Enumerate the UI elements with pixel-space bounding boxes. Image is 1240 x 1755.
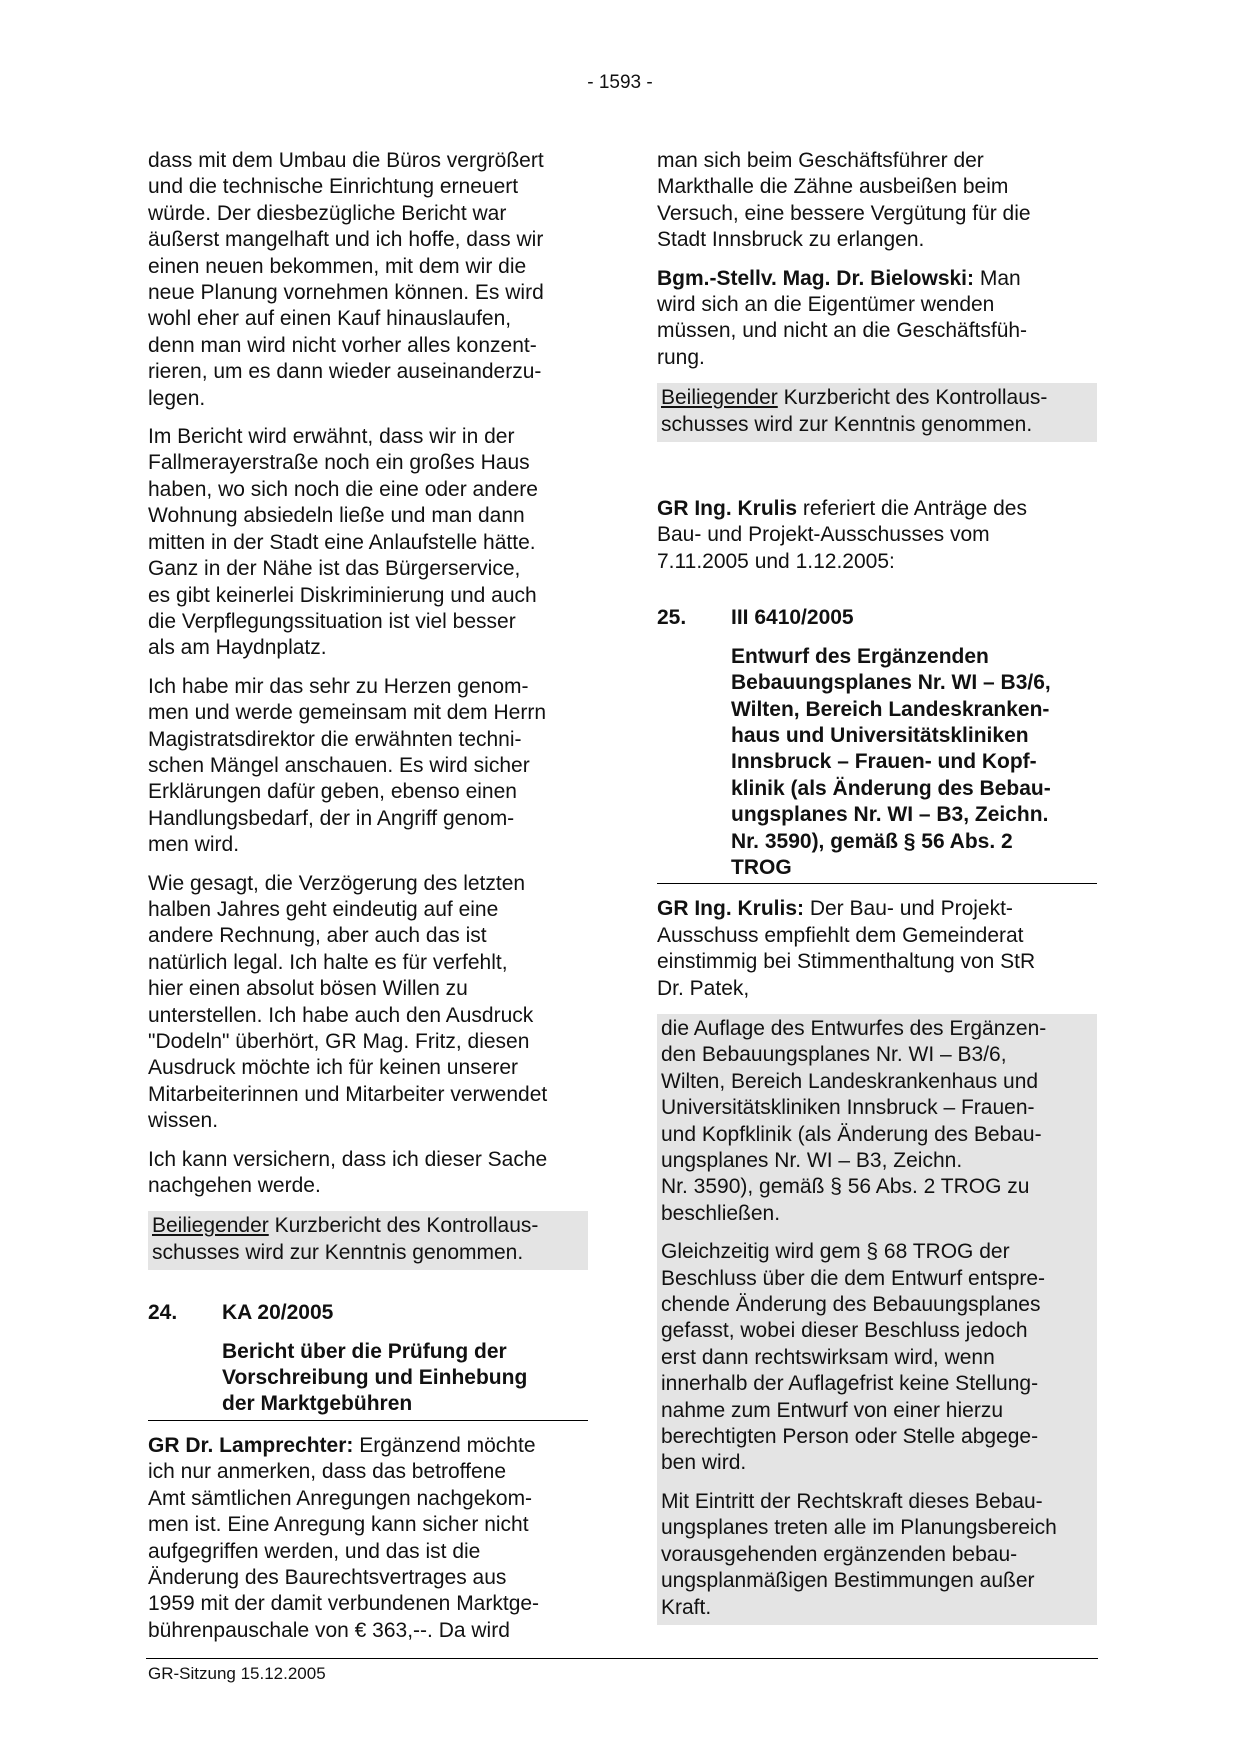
underlined-word: Beiliegender xyxy=(661,386,778,410)
paragraph: Mit Eintritt der Rechtskraft dieses Bebau- ungsplanes treten alle im Planungsbereich vorausgehenden ergänzenden bebau- ungsplanmäßigen Bestimmungen außer Kraft. xyxy=(661,1489,1057,1619)
left-column xyxy=(148,148,588,1656)
speaker-name: GR Ing. Krulis xyxy=(657,497,798,521)
paragraph: die Auflage des Entwurfes des Ergänzen- den Bebauungsplanes Nr. WI – B3/6, Wilten, Bereich Landeskrankenhaus und Universitätskliniken Innsbruck – Frauen- und Kopfklinik (als Änderung des Bebau- ungsplanes Nr. WI – B3, Zeichn. Nr. 3590), gemäß § 56 Abs. 2 TROG zu beschließen. xyxy=(661,1016,1047,1225)
item-number: 24. xyxy=(148,1301,178,1325)
resolution-box: Beiliegender Kurzbericht des Kontrollaus- schusses wird zur Kenntnis genommen. xyxy=(148,1211,588,1270)
speaker-name: Bgm.-Stellv. Mag. Dr. Bielowski: xyxy=(657,266,975,290)
paragraph: Im Bericht wird erwähnt, dass wir in der Fallmerayerstraße noch ein großes Haus haben, wo sich noch die eine oder andere Wohnung absiedeln ließe und man dann mitten in der Stadt eine Anlaufstelle hätte. Ganz in der Nähe ist das Bürgerservice, es gibt keinerlei Diskriminierung und auch die Verpflegungssituation ist viel besser als am Haydnplatz. xyxy=(148,425,538,660)
speaker-name: GR Dr. Lamprechter: xyxy=(148,1433,354,1457)
paragraph: Gleichzeitig wird gem § 68 TROG der Beschluss über die dem Entwurf entspre- chende Änderung des Bebauungsplanes gefasst, wobei dieser Beschluss jedoch erst dann rechtswirksam wird, wenn innerhalb der Auflagefrist keine Stellung- nahme zum Entwurf von einer hierzu berechtigten Person oder Stelle abgege- ben wird. xyxy=(661,1240,1046,1475)
speaker-name: GR Ing. Krulis: xyxy=(657,897,804,921)
paragraph: Wie gesagt, die Verzögerung des letzten halben Jahres geht eindeutig auf eine andere Rechnung, aber auch das ist natürlich legal. Ich halte es für verfehlt, hier einen absolut bösen Willen zu unterstellen. Ich habe auch den Ausdruck "Dodeln" überhört, GR Mag. Fritz, diesen Ausdruck möchte ich für keinen unserer Mitarbeiterinnen und Mitarbeiter verwendet wissen. xyxy=(148,871,548,1133)
paragraph: Ich habe mir das sehr zu Herzen genom- men und werde gemeinsam mit dem Herrn Magistratsdirektor die erwähnten techni- schen Mängel anschauen. Es wird sicher Erklärungen dafür geben, ebenso einen Handlungsbedarf, der in Angriff genom- men wird. xyxy=(148,674,546,857)
item-number: 25. xyxy=(657,606,687,630)
agenda-item-25 xyxy=(657,605,1097,884)
paragraph: dass mit dem Umbau die Büros vergrößert und die technische Einrichtung erneuert würde. Der diesbezügliche Bericht war äußerst mangelhaft und ich hoffe, dass wir einen neuen bekommen, mit dem wir die neue Planung vornehmen können. Es wird wohl eher auf einen Kauf hinauslaufen, denn man wird nicht vorher alles konzent- rieren, um es dann wieder auseinanderzu- legen. xyxy=(148,149,544,410)
paragraph: GR Ing. Krulis: Der Bau- und Projekt- Ausschuss empfiehlt dem Gemeinderat einstimmig bei Stimmenthaltung von StR Dr. Patek, xyxy=(657,897,1036,1000)
item-code: KA 20/2005 xyxy=(222,1301,334,1325)
paragraph: Bgm.-Stellv. Mag. Dr. Bielowski: Man wird sich an die Eigentümer wenden müssen, und nicht an die Geschäftsfüh- rung. xyxy=(657,266,1028,369)
item-title: Bericht über die Prüfung der Vorschreibung und Einhebung der Marktgebühren xyxy=(148,1339,588,1421)
footer: GR-Sitzung 15.12.2005 xyxy=(148,1664,326,1683)
item-title: Entwurf des Ergänzenden Bebauungsplanes Nr. WI – B3/6, Wilten, Bereich Landeskranken- haus und Universitätskliniken Innsbruck – Frauen- und Kopf- klinik (als Änderung des Bebau- ungsplanes Nr. WI – B3, Zeichn. Nr. 3590), gemäß § 56 Abs. 2 TROG xyxy=(657,644,1097,885)
footer-divider xyxy=(146,1658,1098,1659)
resolution-box xyxy=(657,1014,1097,1625)
agenda-item-24 xyxy=(148,1300,588,1421)
paragraph: GR Ing. Krulis referiert die Anträge des Bau- und Projekt-Ausschusses vom 7.11.2005 und 1.12.2005: xyxy=(657,497,1027,573)
right-column xyxy=(657,148,1097,1637)
page-number: - 1593 - xyxy=(587,72,653,93)
resolution-box: Beiliegender Kurzbericht des Kontrollaus- schusses wird zur Kenntnis genommen. xyxy=(657,383,1097,442)
paragraph: GR Dr. Lamprechter: Ergänzend möchte ich nur anmerken, dass das betroffene Amt sämtlichen Anregungen nachgekom- men ist. Eine Anregung kann sicher nicht aufgegriffen werden, und das ist die Änderung des Baurechtsvertrages aus 1959 mit der damit verbundenen Marktge- bührenpauschale von € 363,--. Da wird xyxy=(148,1433,540,1642)
paragraph: man sich beim Geschäftsführer der Markthalle die Zähne ausbeißen beim Versuch, eine bessere Vergütung für die Stadt Innsbruck zu erlangen. xyxy=(657,149,1031,252)
item-code: III 6410/2005 xyxy=(731,606,854,630)
underlined-word: Beiliegender xyxy=(152,1214,269,1238)
paragraph: Ich kann versichern, dass ich dieser Sache nachgehen werde. xyxy=(148,1147,548,1198)
